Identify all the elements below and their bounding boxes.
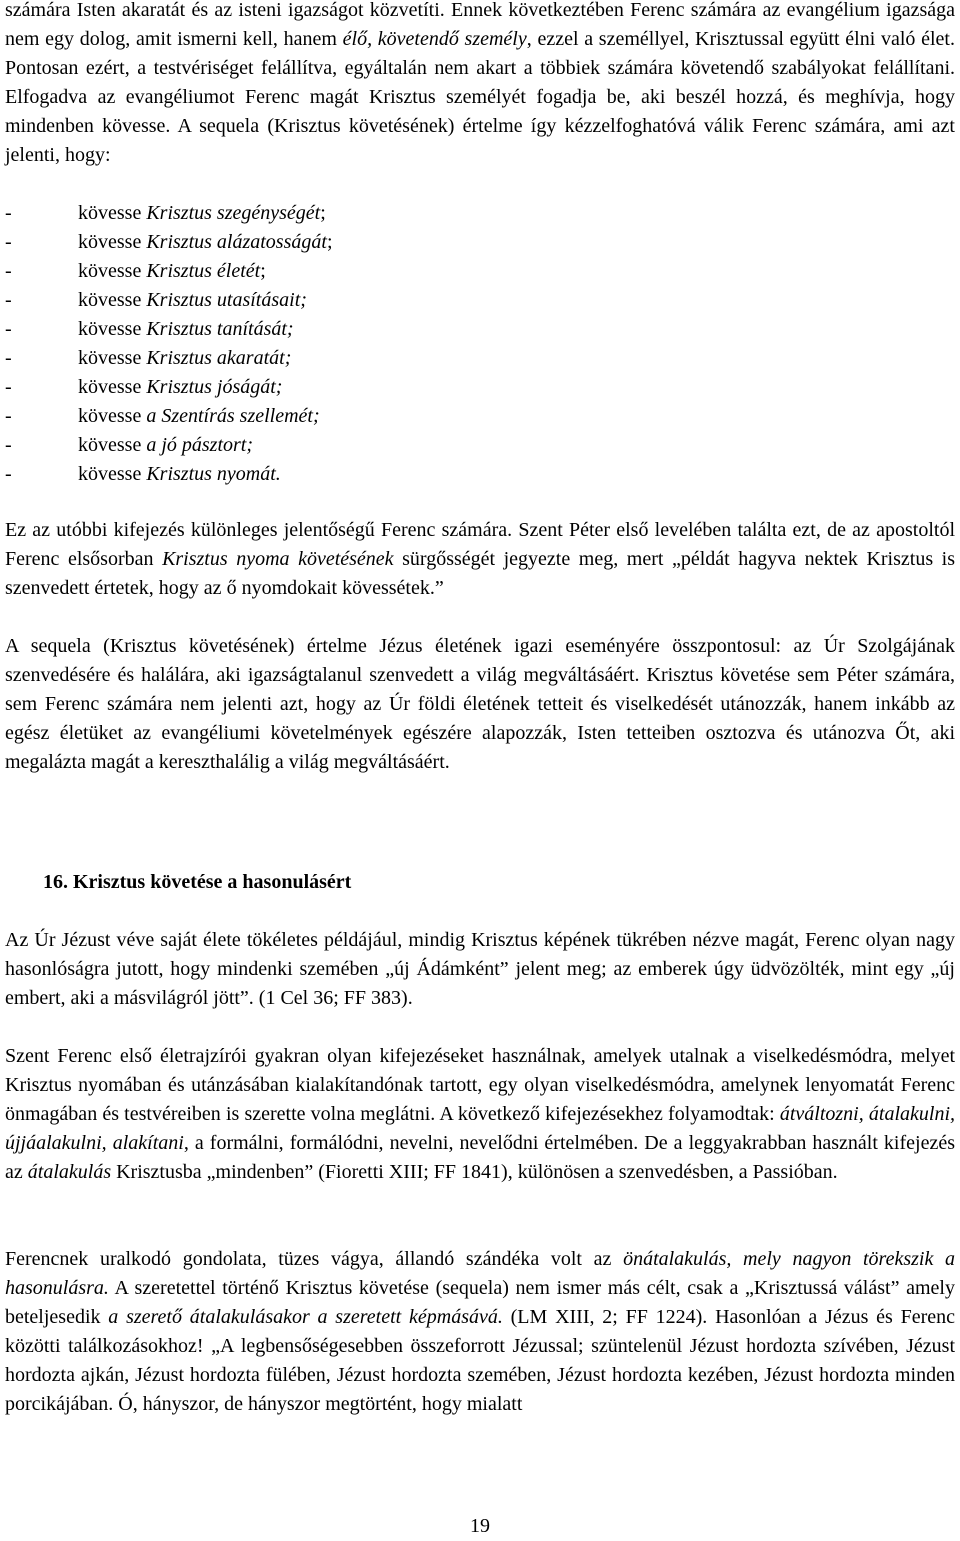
list-dash: - xyxy=(5,231,12,253)
text: kövesse xyxy=(78,231,147,253)
text: ; xyxy=(320,202,326,224)
list-item-text xyxy=(78,460,281,489)
list-dash: - xyxy=(5,289,12,311)
paragraph-2 xyxy=(5,516,955,603)
list-item-text xyxy=(78,228,333,257)
text: kövesse xyxy=(78,405,147,427)
list-item xyxy=(5,257,955,286)
list-item-text xyxy=(78,286,307,315)
list-item xyxy=(5,373,955,402)
list-item-text xyxy=(78,344,291,373)
italic-text: átváltozni, átalakulni, újjáalakulni, alakítani xyxy=(5,1103,955,1154)
list-dash: - xyxy=(5,376,12,398)
italic-text: a szerető átalakulásakor a szeretett képmásává. xyxy=(108,1306,503,1328)
text: Ez az utóbbi kifejezés különleges jelentőségű Ferenc számára. Szent Péter első levelében találta ezt, de az apostoltól Ferenc elsősorban xyxy=(5,519,955,570)
italic-text: önátalakulás, mely nagyon törekszik a hasonulásra. xyxy=(5,1248,956,1299)
text: ; xyxy=(260,260,266,282)
text: Az Úr Jézust véve saját élete tökéletes példájául, mindig Krisztus képének tükrében nézve magát, Ferenc olyan nagy hasonlóságra jutott, hogy mindenki szemében „új Ádámként” jelent meg; az emberek úgy üdvözölték, mint egy „új embert, aki a másvilágról jött”. (1 Cel 36; FF 383). xyxy=(5,929,955,1009)
list-dash: - xyxy=(5,347,12,369)
italic-text: Krisztus életét xyxy=(146,260,261,282)
italic-text: Krisztus tanítását; xyxy=(146,318,294,340)
paragraph-3 xyxy=(5,632,955,777)
list xyxy=(5,199,955,489)
text: kövesse xyxy=(78,434,147,456)
text: A sequela (Krisztus követésének) értelme Jézus életének igazi eseményére összpontosul: az Úr Szolgájának szenvedésére és halálára, aki igazságtalanul szenvedett a világ megváltásáért. Krisztus követése sem Péter számára, sem Ferenc számára nem jelenti azt, hogy az Úr földi életének tetteit és viselkedését utánozzák, hanem inkább az egész életüket az evangéliumi követelmények egészére alapozzák, Isten tetteiben osztozva és utánozva Őt, aki megalázta magát a kereszthalálig a világ megváltásáért. xyxy=(5,635,955,773)
list-dash: - xyxy=(5,318,12,340)
text: kövesse xyxy=(78,347,147,369)
list-item xyxy=(5,460,955,489)
text: Szent Ferenc első életrajzírói gyakran olyan kifejezéseket használnak, amelyek utalnak a viselkedésmódra, melyet Krisztus nyomában és utánzásában kialakítandónak tartott, egy olyan viselkedésmódra, amelynek lenyomatát Ferenc önmagában és testvéreiben is szerette volna meglátni. A következő kifejezésekhez folyamodtak: xyxy=(5,1045,955,1125)
italic-text: Krisztus szegénységét xyxy=(146,202,321,224)
text: sürgősségét jegyezte meg, mert „példát hagyva nektek Krisztus is szenvedett értetek, hogy az ő nyomdokait kövessétek.” xyxy=(5,548,956,599)
italic-text: a jó pásztort; xyxy=(146,434,254,456)
text: (LM XIII, 2; FF 1224). Hasonlóan a Jézus és Ferenc közötti találkozásokhoz! „A legbensőségesebben összeforrott Jézussal; szüntelenül Jézust hordozta szívében, Jézust hordozta ajkán, Jézust hordozta fülében, Jézust hordozta szemében, Jézust hordozta kezében, Jézust hordozta minden porcikájában. Ó, hányszor, de hányszor megtörtént, hogy mialatt xyxy=(5,1306,955,1415)
list-dash: - xyxy=(5,463,12,485)
text: kövesse xyxy=(78,289,147,311)
text: kövesse xyxy=(78,202,147,224)
italic-text: átalakulás xyxy=(27,1161,112,1183)
list-item xyxy=(5,286,955,315)
italic-text: Krisztus utasításait; xyxy=(146,289,307,311)
text: A szeretettel történő Krisztus követése (sequela) nem ismer más célt, csak a „Krisztussá válást” amely beteljesedik xyxy=(5,1277,955,1328)
page-number: 19 xyxy=(470,1515,490,1537)
list-item xyxy=(5,228,955,257)
text: kövesse xyxy=(78,318,147,340)
text: számára Isten akaratát és az isteni igazságot közvetíti. Ennek következtében Ferenc számára az evangélium igazsága nem egy dolog, amit ismerni kell, hanem xyxy=(5,0,955,50)
paragraph-4 xyxy=(5,926,955,1013)
paragraph-6 xyxy=(5,1245,955,1419)
list-item xyxy=(5,402,955,431)
text: , ezzel a személlyel, Krisztussal együtt élni való élet. Pontosan ezért, a testvériséget felállítva, egyáltalán nem akart a többiek számára követendő szabályokat felállítani. Elfogadva az evangéliumot Ferenc magát Krisztus személyét fogadja be, aki beszél hozzá, és meghívja, hogy mindenben kövesse. A sequela (Krisztus követésének) értelme így kézzelfoghatóvá válik Ferenc számára, ami azt jelenti, hogy: xyxy=(5,28,955,166)
text: kövesse xyxy=(78,463,147,485)
italic-text: Krisztus akaratát; xyxy=(146,347,292,369)
text: Krisztusba „mindenben” (Fioretti XIII; FF 1841), különösen a szenvedésben, a Passióban. xyxy=(111,1161,838,1183)
list-item xyxy=(5,431,955,460)
italic-text: Krisztus nyoma követésének xyxy=(162,548,394,570)
paragraph-5 xyxy=(5,1042,955,1187)
text: Ferencnek uralkodó gondolata, tüzes vágya, állandó szándéka volt az xyxy=(5,1248,624,1270)
list-item-text xyxy=(78,402,320,431)
text: kövesse xyxy=(78,260,147,282)
list-item-text xyxy=(78,315,294,344)
text: ; xyxy=(326,231,333,253)
text: kövesse xyxy=(78,376,147,398)
list-dash: - xyxy=(5,405,12,427)
follow-list xyxy=(5,199,955,489)
section-heading: 16. Krisztus követése a hasonulásért xyxy=(43,871,352,893)
list-item-text xyxy=(78,257,266,286)
list-item-text xyxy=(78,373,282,402)
list-item-text xyxy=(78,199,326,228)
italic-text: Krisztus alázatosságát xyxy=(146,231,327,253)
list-dash: - xyxy=(5,260,12,282)
italic-text: Krisztus jóságát; xyxy=(146,376,283,398)
list-item xyxy=(5,344,955,373)
list-item xyxy=(5,315,955,344)
list-dash: - xyxy=(5,202,12,224)
text: , a formálni, formálódni, nevelni, nevelődni értelmében. De a leggyakrabban használt kifejezés az xyxy=(5,1132,955,1183)
list-dash: - xyxy=(5,434,12,456)
italic-text: élő, követendő személy xyxy=(342,28,527,50)
italic-text: Krisztus nyomát. xyxy=(146,463,281,485)
list-item-text xyxy=(78,431,253,460)
list-item xyxy=(5,199,955,228)
paragraph-1 xyxy=(5,0,955,170)
italic-text: a Szentírás szellemét; xyxy=(146,405,320,427)
